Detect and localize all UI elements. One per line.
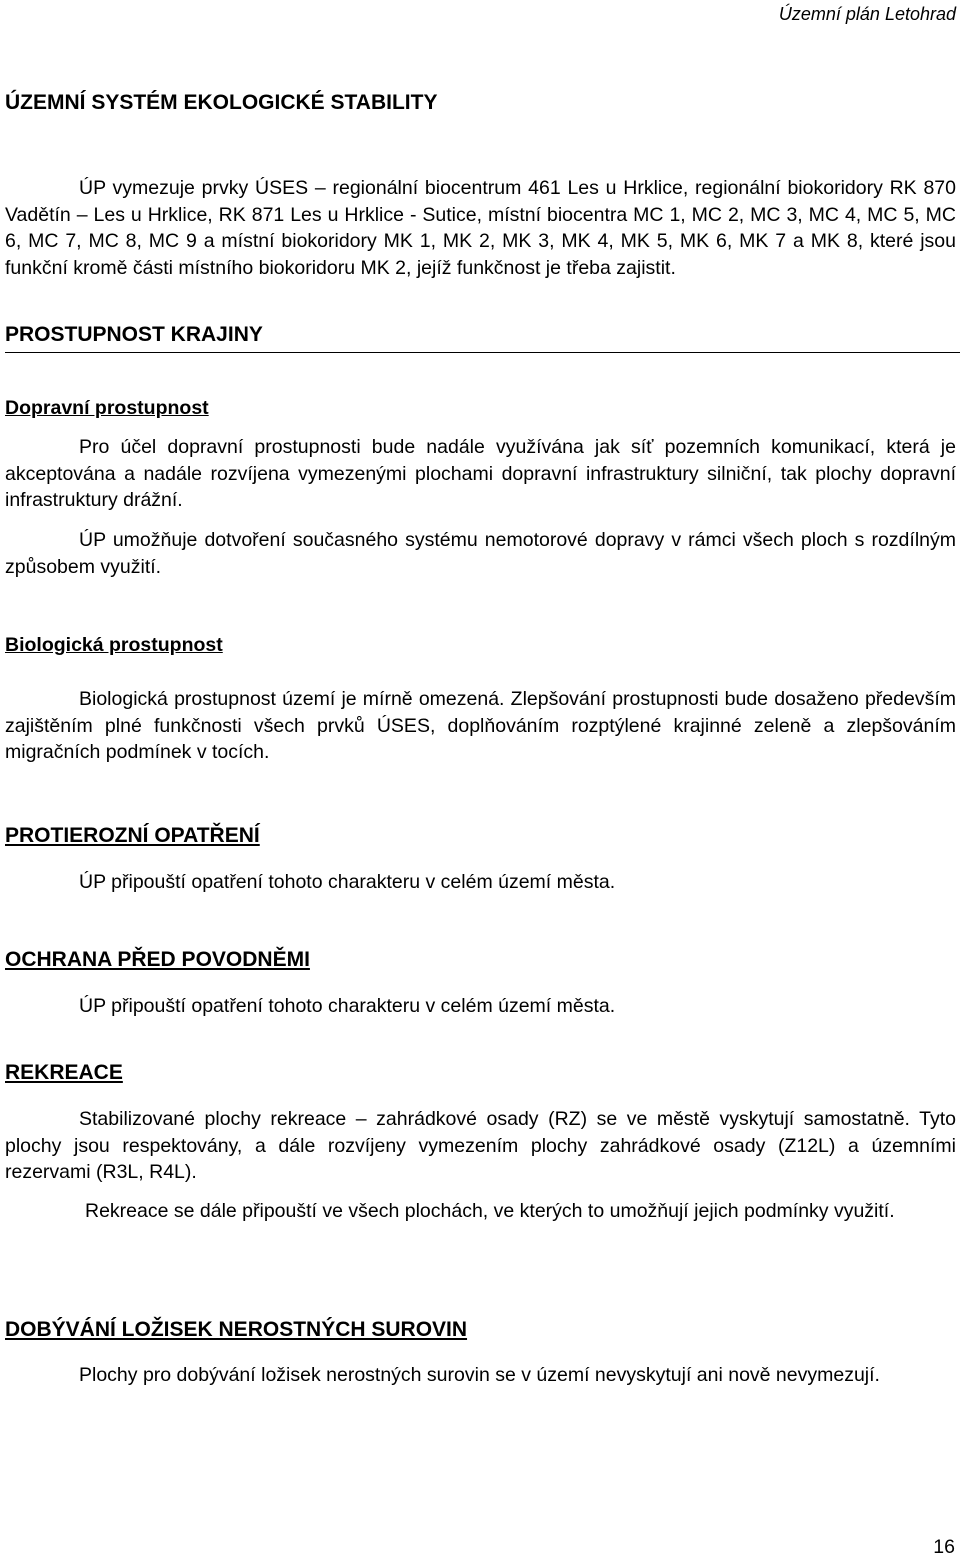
section-title-rekreace: REKREACE: [5, 1061, 123, 1084]
running-header: Územní plán Letohrad: [778, 4, 956, 24]
section-divider: [5, 352, 960, 353]
subsection-title-dopravni: Dopravní prostupnost: [5, 397, 209, 419]
section-title-prostupnost: PROSTUPNOST KRAJINY: [5, 323, 263, 346]
paragraph-uses: ÚP vymezuje prvky ÚSES – regionální biocentrum 461 Les u Hrklice, regionální biokoridory RK 870 Vadětín – Les u Hrklice, RK 871 Les u Hrklice - Sutice, místní biocentra MC 1, MC 2, MC 3, MC 4, MC 5, MC 6, MC 7, MC 8, MC 9 a místní biokoridory MK 1, MK 2, MK 3, MK 4, MK 5, MK 6, MK 7 a MK 8, které jsou funkční kromě části místního biokoridoru MK 2, jejíž funkčnost je třeba zajistit.: [5, 177, 956, 279]
page-number: 16: [933, 1536, 955, 1558]
section-title-lozisko: DOBÝVÁNÍ LOŽISEK NEROSTNÝCH SUROVIN: [5, 1318, 468, 1341]
paragraph-lozisko: Plochy pro dobývání ložisek nerostných surovin se v území nevyskytují ani nově nevymezují.: [79, 1364, 880, 1386]
paragraph-dopravni-1: Pro účel dopravní prostupnosti bude nadále využívána jak síť pozemních komunikací, která je akceptována a nadále rozvíjena vymezenými plochami dopravní infrastruktury silniční, tak plochy dopravní infrastruktury drážní.: [5, 436, 956, 512]
paragraph-dopravni-2: ÚP umožňuje dotvoření současného systému nemotorové dopravy v rámci všech ploch s rozdílným způsobem využití.: [5, 529, 956, 578]
paragraph-biologicka: Biologická prostupnost území je mírně omezená. Zlepšování prostupnosti bude dosaženo především zajištěním plné funkčnosti všech prvků ÚSES, doplňováním rozptýlené krajinné zeleně a zlepšováním migračních podmínek v tocích.: [5, 688, 956, 764]
section-title-povodne: OCHRANA PŘED POVODNĚMI: [5, 948, 310, 971]
paragraph-protierozni: ÚP připouští opatření tohoto charakteru v celém území města.: [79, 871, 616, 893]
section-title-uses: ÚZEMNÍ SYSTÉM EKOLOGICKÉ STABILITY: [5, 91, 438, 114]
paragraph-rekreace-2: Rekreace se dále připouští ve všech plochách, ve kterých to umožňují jejich podmínky využití.: [85, 1200, 895, 1222]
paragraph-rekreace-1: Stabilizované plochy rekreace – zahrádkové osady (RZ) se ve městě vyskytují samostatně. Tyto plochy jsou respektovány, a dále rozvíjeny vymezením plochy zahrádkové osady (Z12L) a územními rezervami (R3L, R4L).: [5, 1108, 956, 1184]
paragraph-povodne: ÚP připouští opatření tohoto charakteru v celém území města.: [79, 995, 616, 1017]
section-title-protierozni: PROTIEROZNÍ OPATŘENÍ: [5, 824, 260, 847]
subsection-title-biologicka: Biologická prostupnost: [5, 634, 223, 656]
